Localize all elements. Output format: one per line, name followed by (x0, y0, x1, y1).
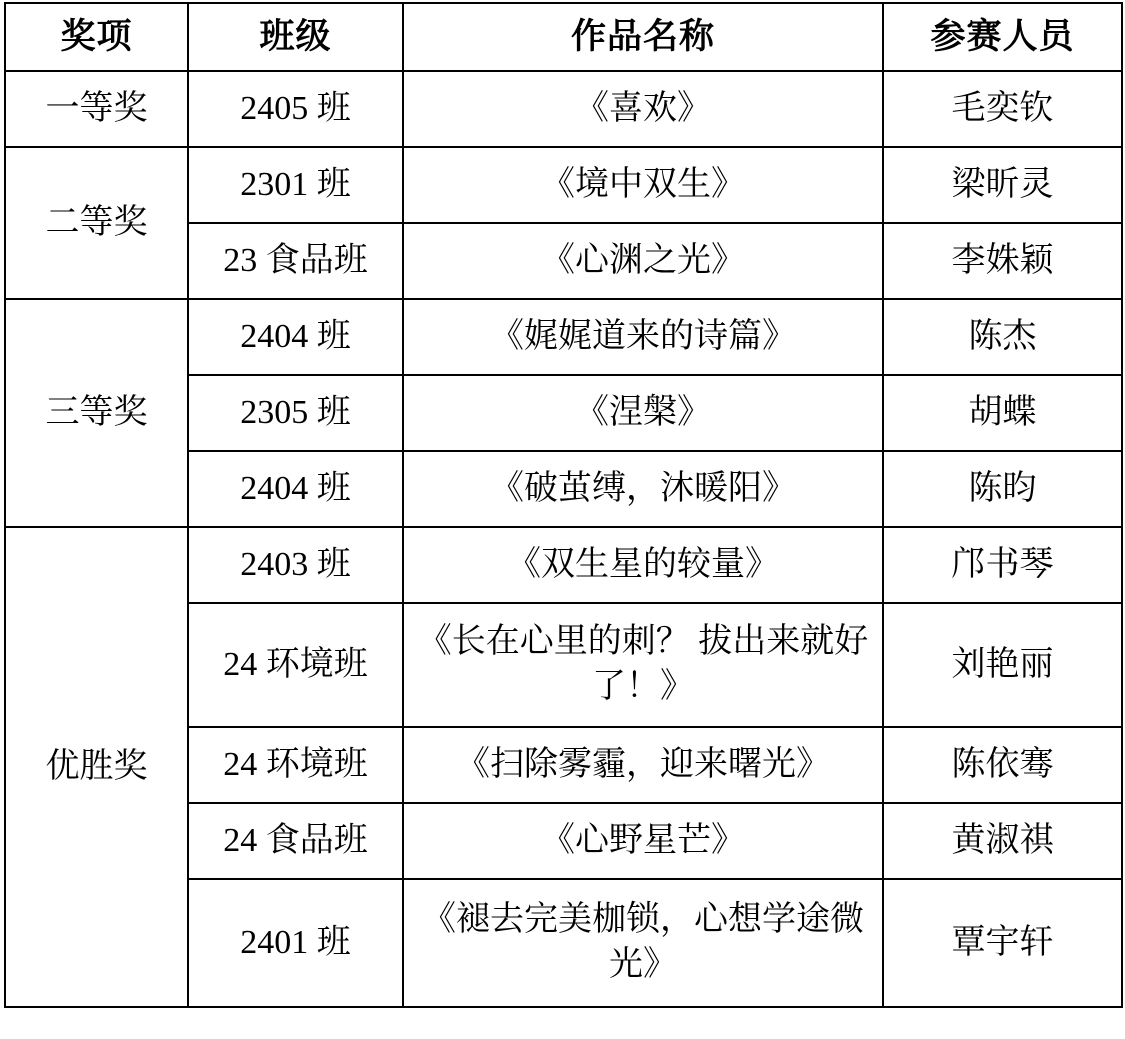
table-row (5, 71, 1122, 147)
column-header-class: 班级 (188, 3, 403, 71)
cell-member: 陈昀 (883, 451, 1122, 527)
cell-class: 2404 班 (188, 299, 403, 375)
column-header-award: 奖项 (5, 3, 188, 71)
cell-work: 《境中双生》 (403, 147, 883, 223)
cell-member: 李姝颖 (883, 223, 1122, 299)
cell-class: 24 食品班 (188, 803, 403, 879)
cell-work: 《娓娓道来的诗篇》 (403, 299, 883, 375)
cell-award: 三等奖 (5, 299, 188, 527)
award-results-table (4, 2, 1123, 1008)
cell-work: 《心渊之光》 (403, 223, 883, 299)
cell-work: 《破茧缚，沐暖阳》 (403, 451, 883, 527)
cell-member: 邝书琴 (883, 527, 1122, 603)
cell-class: 24 环境班 (188, 603, 403, 727)
table-row (5, 147, 1122, 223)
cell-award: 一等奖 (5, 71, 188, 147)
cell-work: 《长在心里的刺？ 拔出来就好了！》 (403, 603, 883, 727)
cell-member: 覃宇轩 (883, 879, 1122, 1007)
cell-class: 2401 班 (188, 879, 403, 1007)
cell-member: 毛奕钦 (883, 71, 1122, 147)
cell-work: 《扫除雾霾，迎来曙光》 (403, 727, 883, 803)
cell-award: 优胜奖 (5, 527, 188, 1007)
table-header-row (5, 3, 1122, 71)
cell-member: 刘艳丽 (883, 603, 1122, 727)
cell-class: 2405 班 (188, 71, 403, 147)
cell-class: 2404 班 (188, 451, 403, 527)
cell-class: 23 食品班 (188, 223, 403, 299)
cell-class: 2305 班 (188, 375, 403, 451)
cell-member: 黄淑祺 (883, 803, 1122, 879)
award-table-container (4, 0, 1121, 1008)
cell-member: 胡蝶 (883, 375, 1122, 451)
cell-work: 《褪去完美枷锁，心想学途微光》 (403, 879, 883, 1007)
cell-class: 24 环境班 (188, 727, 403, 803)
table-row (5, 527, 1122, 603)
cell-work: 《喜欢》 (403, 71, 883, 147)
cell-class: 2301 班 (188, 147, 403, 223)
column-header-work: 作品名称 (403, 3, 883, 71)
cell-work: 《心野星芒》 (403, 803, 883, 879)
table-row (5, 299, 1122, 375)
cell-class: 2403 班 (188, 527, 403, 603)
cell-member: 陈杰 (883, 299, 1122, 375)
table-header (5, 3, 1122, 71)
column-header-member: 参赛人员 (883, 3, 1122, 71)
cell-work: 《双生星的较量》 (403, 527, 883, 603)
table-body (5, 71, 1122, 1007)
cell-work: 《涅槃》 (403, 375, 883, 451)
cell-award: 二等奖 (5, 147, 188, 299)
cell-member: 陈依骞 (883, 727, 1122, 803)
cell-member: 梁昕灵 (883, 147, 1122, 223)
